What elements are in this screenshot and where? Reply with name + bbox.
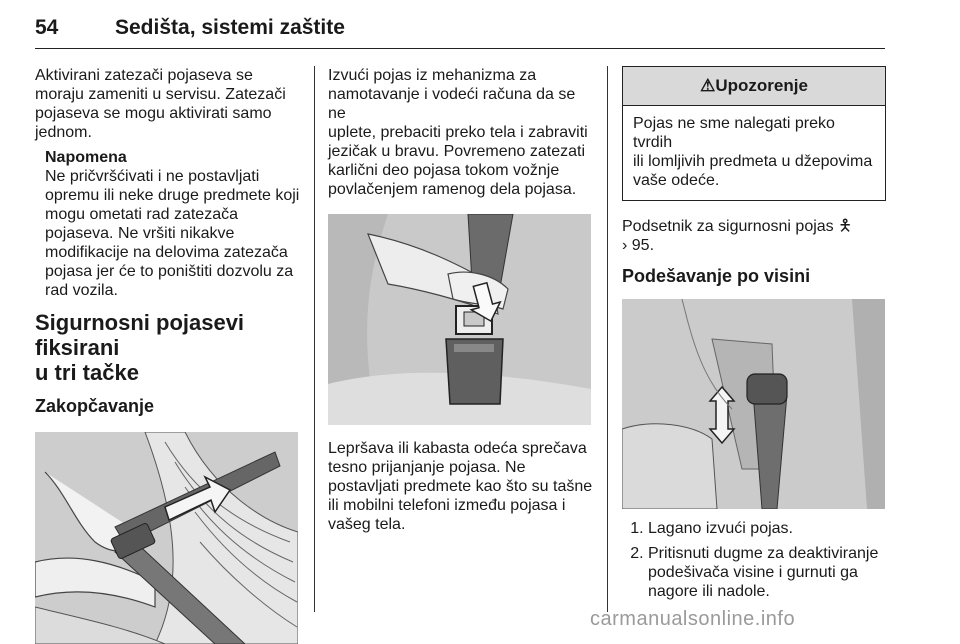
note-text: Ne pričvršćivati i ne postavljati opremu ili neke druge predmete koji mogu ometati rad zatezača pojaseva. Ne vršiti nikakve modifikacije na delovima zatezača pojasa jer će to poništiti dozvolu za rad vozila. (45, 168, 300, 299)
column-middle (328, 66, 596, 534)
subheading-fastening: Zakopčavanje (35, 396, 155, 416)
fastening-illustration (35, 432, 298, 644)
step-2: 2. Pritisnuti dugme za deaktiviranje podešivača visine i gurnuti ga nagore ili nadole. (648, 544, 886, 601)
reminder-text: Podsetnik za sigurnosni pojas (622, 218, 834, 235)
fastening-drawing (35, 432, 298, 644)
reminder-ref: 95. (631, 237, 655, 254)
page-number: 54 (35, 16, 59, 39)
step-1: 1. Lagano izvući pojas. (648, 519, 886, 538)
clothing-paragraph: Lepršava ili kabasta odeća sprečava tesno prijanjanje pojasa. Ne postavljati predmete kao što su tašne ili mobilni telefoni između pojasa i vašeg tela. (328, 440, 593, 533)
height-adjuster-drawing (622, 299, 885, 509)
warning-header (623, 67, 885, 106)
buckle-drawing (328, 214, 591, 425)
warning-icon: ⚠ (700, 76, 716, 95)
warning-text: Pojas ne sme nalegati preko tvrdih ili lomljivih predmeta u džepovima vaše odeće. (633, 115, 873, 189)
buckling-paragraph: Izvući pojas iz mehanizma za namotavanje i vodeći računa da se ne uplete, prebaciti preko tela i zabraviti jezičak u bravu. Povremeno zatezati karlični deo pojasa tokom vožnje povlačenjem ramenog dela pojasa. (328, 67, 588, 198)
buckle-illustration (328, 214, 591, 425)
warning-heading: Upozorenje (715, 76, 808, 95)
page-ref-icon: › (622, 237, 628, 254)
subheading-height: Podešavanje po visini (622, 266, 811, 286)
column-right (622, 66, 886, 607)
column-divider (314, 66, 315, 612)
note-box (45, 148, 303, 300)
watermark: carmanualsonline.info (590, 608, 796, 630)
warning-box (622, 66, 886, 201)
page-title: Sedišta, sistemi zaštite (115, 16, 345, 39)
column-divider (607, 66, 608, 612)
section-heading: Sigurnosni pojasevi fiksirani u tri tačke (35, 310, 245, 385)
reminder-paragraph (622, 217, 886, 255)
seatbelt-icon: 🯅 (838, 218, 853, 235)
steps-list (622, 519, 886, 601)
intro-paragraph: Aktivirani zatezači pojaseva se moraju zameniti u servisu. Zatezači pojaseva se mogu aktivirati samo jednom. (35, 67, 286, 141)
page-header (35, 12, 885, 49)
note-heading: Napomena (45, 149, 127, 166)
height-adjuster-illustration (622, 299, 885, 509)
column-left (35, 66, 303, 644)
